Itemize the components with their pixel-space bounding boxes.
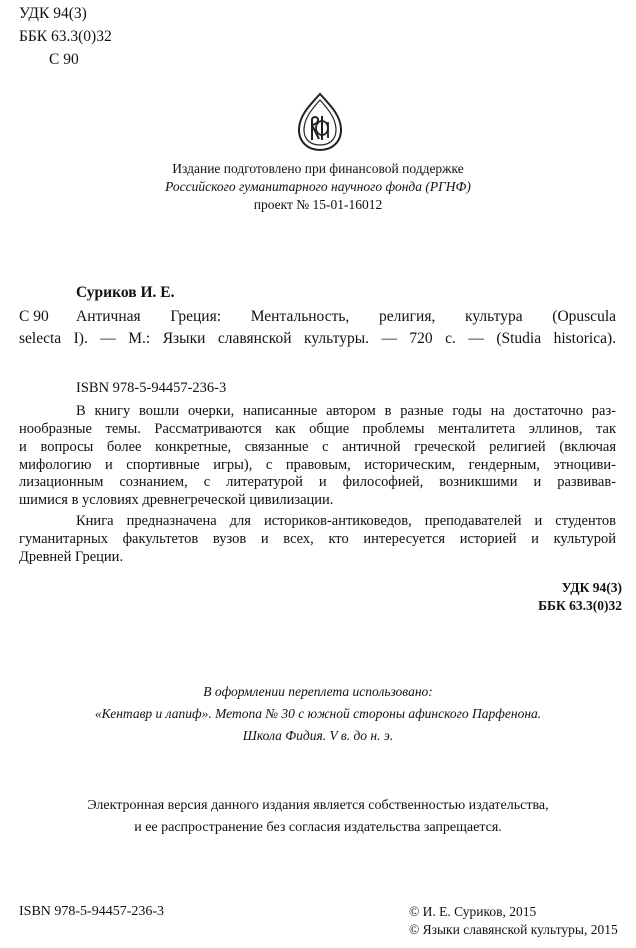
abstract-paragraph-2 bbox=[76, 513, 616, 531]
cover-line-1: В оформлении переплета использовано: bbox=[203, 684, 433, 699]
bbk-code-right: ББК 63.3(0)32 bbox=[538, 598, 622, 613]
abstract-p1-line: В книгу вошли очерки, написанные автором в разные годы на достаточно раз- bbox=[76, 403, 616, 419]
bib-line-1: Античная Греция: Ментальность, религия, культура (Opuscula bbox=[76, 308, 616, 325]
footer-isbn: ISBN 978-5-94457-236-3 bbox=[19, 904, 165, 919]
copyright-publisher: © Языки славянской культуры, 2015 bbox=[409, 922, 618, 937]
grant-line-1: Издание подготовлено при финансовой поддержке bbox=[172, 161, 464, 176]
udk-code: УДК 94(3) bbox=[19, 5, 87, 22]
grant-line-3: проект № 15-01-16012 bbox=[253, 197, 383, 212]
abstract-paragraph-2-body bbox=[19, 531, 616, 567]
rights-line-1: Электронная версия данного издания является собственностью издательства, bbox=[87, 798, 549, 813]
abstract-p2-line: гуманитарных факультетов вузов и всех, кто интересуется историей и культурой bbox=[19, 531, 616, 547]
grant-line-2: Российского гуманитарного научного фонда (РГНФ) bbox=[165, 179, 471, 194]
abstract-p2-line: Древней Греции. bbox=[19, 548, 124, 565]
cover-line-3: Школа Фидия. V в. до н. э. bbox=[242, 728, 394, 743]
bbk-code: ББК 63.3(0)32 bbox=[19, 28, 112, 45]
abstract-p2-line: Книга предназначена для историков-антиковедов, преподавателей и студентов bbox=[76, 513, 616, 529]
rgnf-logo-icon bbox=[297, 92, 343, 152]
bib-line-2: selecta I). — М.: Языки славянской культуры. — 720 с. — (Studia historica). bbox=[19, 330, 616, 347]
bib-mark: С 90 bbox=[19, 308, 49, 325]
abstract-paragraph-1-body bbox=[19, 421, 616, 510]
abstract-paragraph-1 bbox=[76, 403, 616, 421]
author-mark: С 90 bbox=[49, 51, 79, 68]
udk-code-right: УДК 94(3) bbox=[561, 580, 622, 595]
abstract-p1-line: нообразные темы. Рассматриваются как общие проблемы менталитета эллинов, так bbox=[19, 421, 616, 437]
isbn: ISBN 978-5-94457-236-3 bbox=[76, 380, 227, 396]
author-name: Суриков И. Е. bbox=[76, 284, 175, 301]
cover-line-2: «Кентавр и лапиф». Метопа № 30 с южной стороны афинского Парфенона. bbox=[94, 706, 542, 721]
abstract-p1-line: лизационным сознанием, с литературой и философией, возникшими и развивав- bbox=[19, 474, 616, 491]
abstract-p1-line: мифологию и спортивные игры), с правовым, историческим, гендерным, этноциви- bbox=[19, 456, 616, 473]
abstract-p1-line: шимися в условиях древнегреческой цивилизации. bbox=[19, 492, 334, 509]
copyright-author: © И. Е. Суриков, 2015 bbox=[409, 904, 537, 919]
rights-line-2: и ее распространение без согласия издательства запрещается. bbox=[134, 820, 502, 835]
abstract-p1-line: и вопросы более конкретные, связанные с античной греческой религией (включая bbox=[19, 438, 616, 455]
